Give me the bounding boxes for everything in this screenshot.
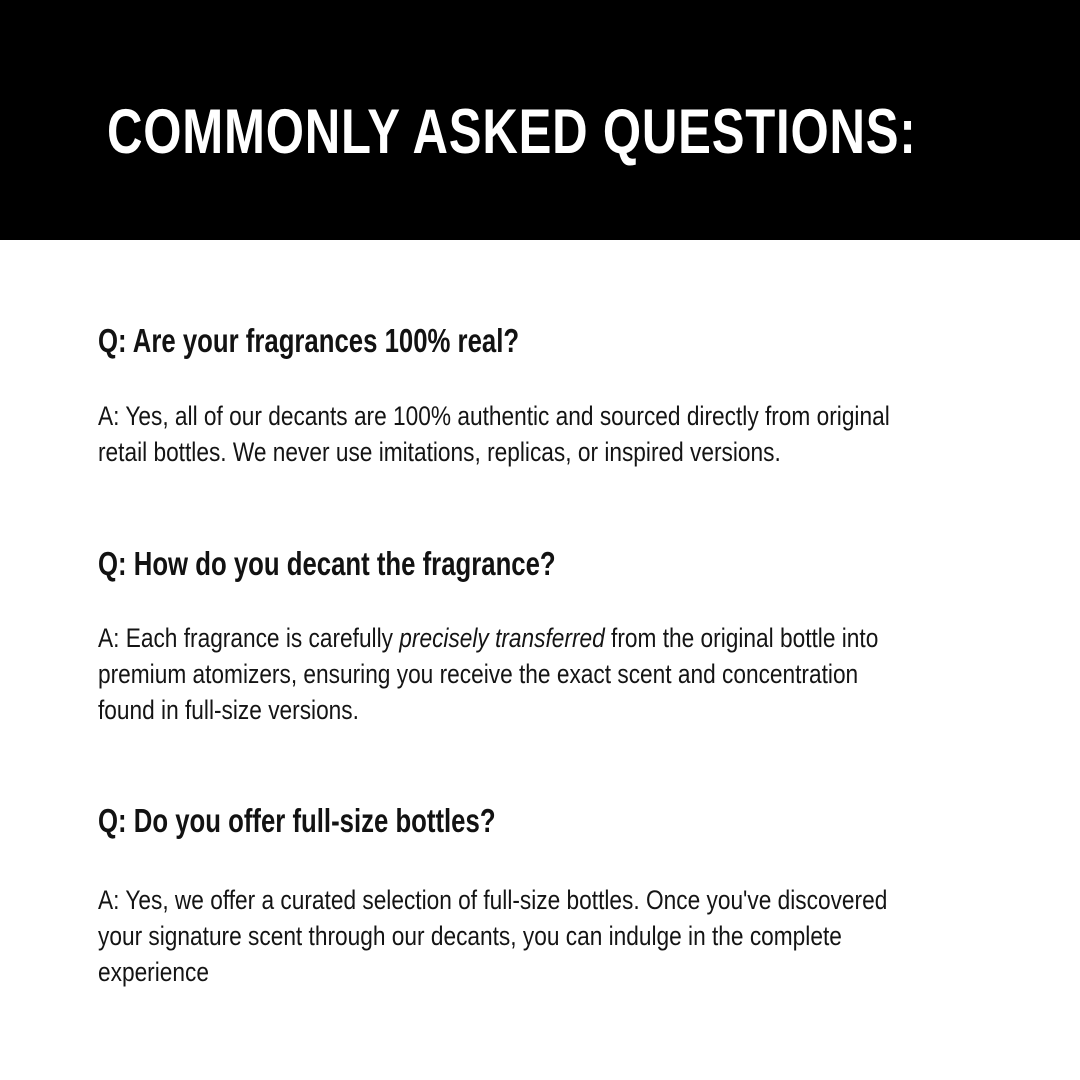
answer-line: A: Yes, all of our decants are 100% authentic and sourced directly from original — [98, 401, 890, 431]
page-title: COMMONLY ASKED QUESTIONS: — [107, 97, 917, 167]
answer-text-3 — [98, 882, 887, 990]
question-heading-2: Q: How do you decant the fragrance? — [98, 545, 556, 582]
answer-line: your signature scent through our decants, you can indulge in the complete — [98, 921, 842, 951]
answer-text-1 — [98, 398, 890, 470]
answer-text-2 — [98, 620, 878, 728]
answer-line: experience — [98, 957, 209, 987]
answer-line: A: Yes, we offer a curated selection of full-size bottles. Once you've discovered — [98, 885, 888, 915]
answer-line: premium atomizers, ensuring you receive the exact scent and concentration — [98, 659, 859, 689]
question-heading-3: Q: Do you offer full-size bottles? — [98, 802, 496, 839]
answer-line: retail bottles. We never use imitations, replicas, or inspired versions. — [98, 437, 781, 467]
answer-line: A: Each fragrance is carefully precisely transferred from the original bottle into — [98, 623, 879, 653]
header-band — [0, 0, 1080, 240]
question-heading-1: Q: Are your fragrances 100% real? — [98, 322, 520, 359]
answer-line: found in full-size versions. — [98, 695, 359, 725]
